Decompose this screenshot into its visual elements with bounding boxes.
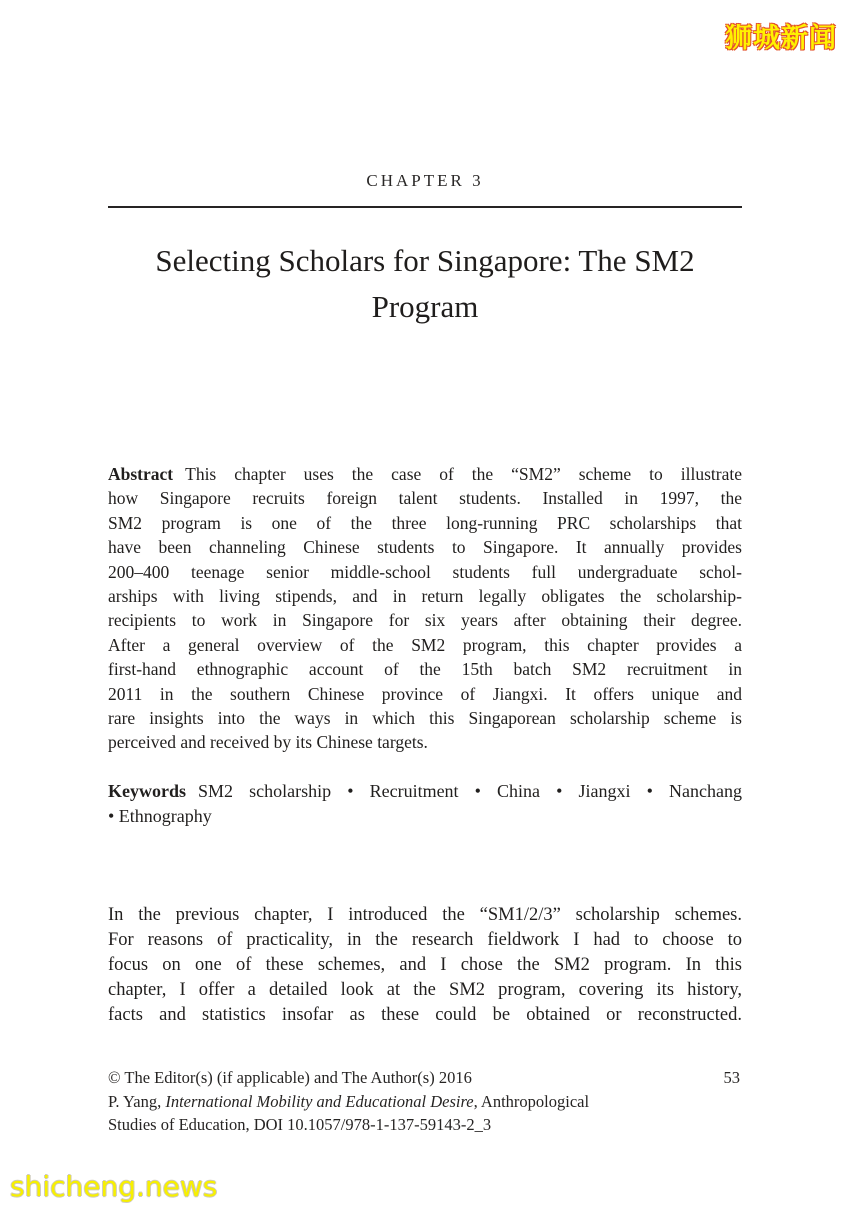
citation-series: , Anthropological (473, 1091, 590, 1111)
text-line: Selecting Scholars for Singapore: The SM2 (155, 243, 695, 278)
keywords (108, 779, 742, 829)
citation-author: P. Yang, (108, 1091, 166, 1111)
text-line: 200–400 teenage senior middle-school students full undergraduate schol- (108, 561, 742, 582)
footer-copyright-row (108, 1066, 742, 1090)
text-line: focus on one of these schemes, and I chose the SM2 program. In this (108, 955, 742, 975)
text-line: recipients to work in Singapore for six years after obtaining their degree. (108, 610, 742, 631)
text-line: arships with living stipends, and in return legally obligates the scholarship- (108, 586, 742, 607)
copyright-line: © The Editor(s) (if applicable) and The Author(s) 2016 (108, 1068, 472, 1087)
text-line: chapter, I offer a detailed look at the SM2 program, covering its history, (108, 980, 742, 1000)
watermark-shicheng-news: shicheng.news (10, 1170, 218, 1203)
text-line: how Singapore recruits foreign talent students. Installed in 1997, the (108, 488, 742, 509)
chapter-heading: CHAPTER 3 (366, 171, 484, 190)
keywords-label: Keywords (108, 781, 186, 801)
body-paragraph (108, 903, 742, 1028)
abstract-first-line-text: This chapter uses the case of the “SM2” scheme to illustrate (185, 464, 742, 484)
citation-line (108, 1090, 742, 1114)
text-line: Program (371, 289, 479, 324)
abstract-first-line (108, 462, 742, 486)
abstract-label: Abstract (108, 464, 174, 484)
text-line: After a general overview of the SM2 program, this chapter provides a (108, 634, 742, 655)
text-line: have been channeling Chinese students to Singapore. It annually provides (108, 537, 742, 558)
doi-line: Studies of Education, DOI 10.1057/978-1-137-59143-2_3 (108, 1115, 492, 1134)
watermark-shicheng-chinese: 狮城新闻 (725, 23, 837, 54)
footer (108, 1066, 742, 1137)
text-line: 2011 in the southern Chinese province of Jiangxi. It offers unique and (108, 683, 742, 704)
text-line: first-hand ethnographic account of the 15th batch SM2 recruitment in (108, 659, 742, 680)
page-number: 53 (723, 1068, 740, 1087)
header-rule (108, 206, 742, 208)
text-line: rare insights into the ways in which this Singaporean scholarship scheme is (108, 708, 742, 729)
text-line: SM2 program is one of the three long-running PRC scholarships that (108, 512, 742, 533)
keywords-first-line-text: SM2 scholarship • Recruitment • China • Jiangxi • Nanchang (198, 781, 742, 801)
abstract-lines (108, 486, 742, 730)
abstract-last-line: perceived and received by its Chinese targets. (108, 732, 428, 753)
keywords-first-line (108, 779, 742, 804)
citation-book-title: International Mobility and Educational Desire (165, 1091, 474, 1111)
text-line: facts and statistics insofar as these could be obtained or reconstructed. (108, 1005, 742, 1025)
text-line: In the previous chapter, I introduced the “SM1/2/3” scholarship schemes. (108, 905, 742, 925)
abstract (108, 462, 742, 755)
keywords-last-line: • Ethnography (108, 806, 212, 826)
text-line: For reasons of practicality, in the research fieldwork I had to choose to (108, 930, 742, 950)
chapter-title (98, 238, 752, 330)
